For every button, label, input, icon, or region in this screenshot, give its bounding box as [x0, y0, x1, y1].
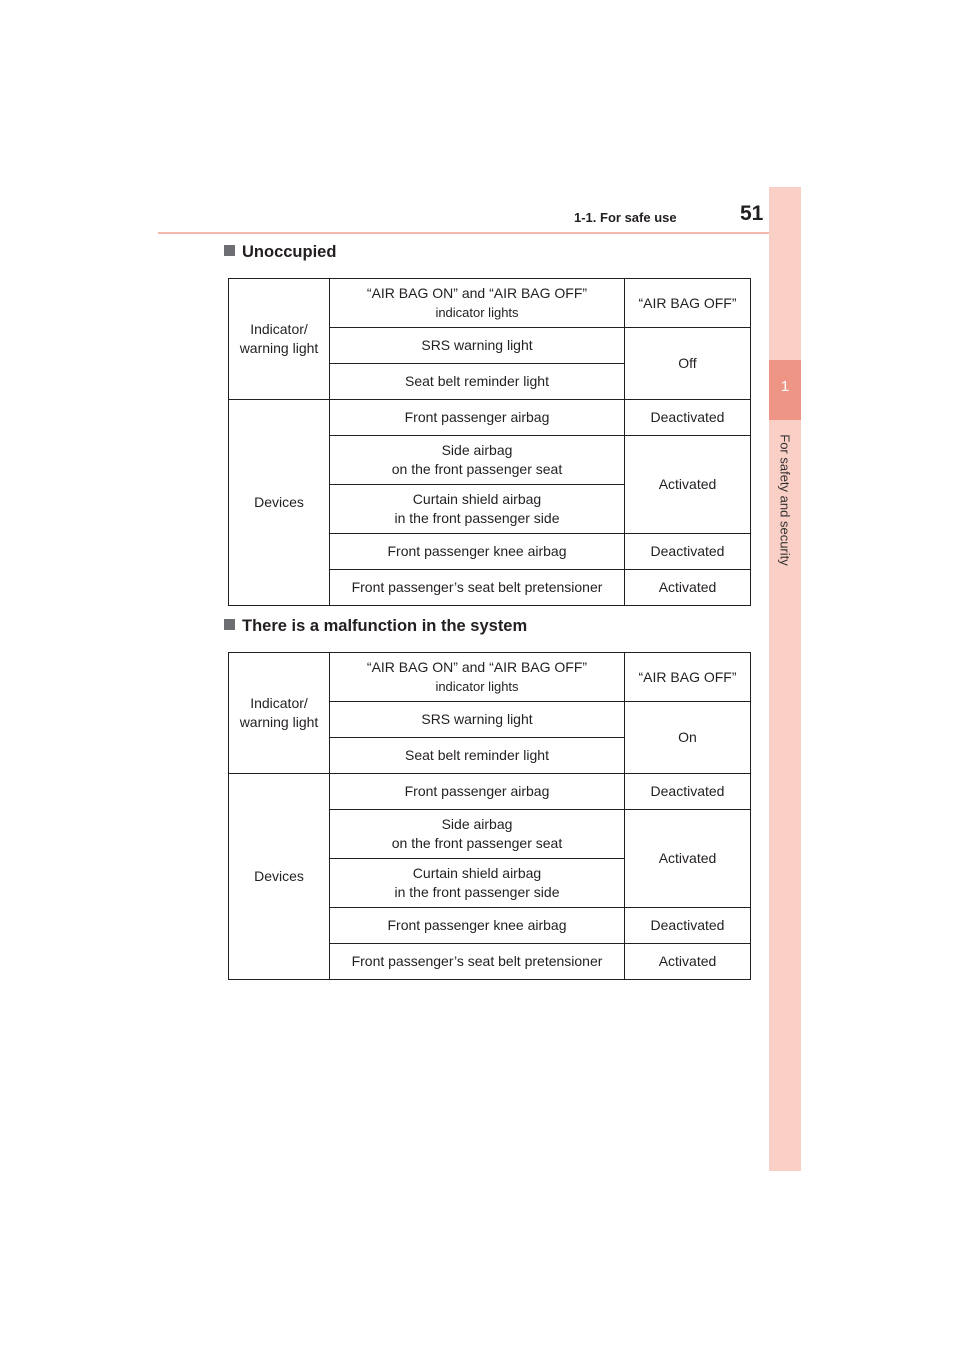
side-airbag-label: Side airbag on the front passenger seat [330, 810, 625, 859]
status-table-unoccupied [228, 278, 751, 606]
chapter-number: 1 [780, 378, 790, 395]
airbag-lights-value: “AIR BAG OFF” [625, 279, 751, 328]
airbag-lights-label: “AIR BAG ON” and “AIR BAG OFF” [366, 659, 588, 675]
running-header-section: 1-1. For safe use [574, 210, 677, 225]
chapter-title: For safety and security [777, 434, 793, 566]
devices-group-label: Devices [229, 400, 330, 606]
table-row [229, 279, 751, 328]
devices-group-label: Devices [229, 774, 330, 980]
section-heading-text: Unoccupied [242, 243, 337, 261]
knee-airbag-label: Front passenger knee airbag [330, 534, 625, 570]
table-row [229, 774, 751, 810]
airbag-lights-value: “AIR BAG OFF” [625, 653, 751, 702]
chapter-number-box [769, 360, 801, 420]
square-bullet-icon [224, 619, 235, 630]
srs-warning-label: SRS warning light [330, 702, 625, 738]
front-airbag-value: Deactivated [625, 400, 751, 436]
airbag-lights-label-cell [330, 653, 625, 702]
airbag-lights-label-cell [330, 279, 625, 328]
table-row [229, 653, 751, 702]
seatbelt-reminder-label: Seat belt reminder light [330, 738, 625, 774]
airbag-lights-sublabel: indicator lights [435, 679, 519, 694]
chapter-side-tab [769, 187, 801, 1171]
front-airbag-label: Front passenger airbag [330, 774, 625, 810]
header-rule [158, 232, 801, 234]
srs-seatbelt-value: On [625, 702, 751, 774]
section-heading-malfunction [224, 617, 527, 636]
front-airbag-value: Deactivated [625, 774, 751, 810]
knee-airbag-label: Front passenger knee airbag [330, 908, 625, 944]
side-curtain-value: Activated [625, 436, 751, 534]
pretensioner-label: Front passenger’s seat belt pretensioner [330, 944, 625, 980]
page-number: 51 [740, 202, 764, 225]
knee-airbag-value: Deactivated [625, 908, 751, 944]
table-row [229, 400, 751, 436]
curtain-airbag-label: Curtain shield airbag in the front passenger side [330, 485, 625, 534]
indicator-group-label: Indicator/ warning light [229, 653, 330, 774]
curtain-airbag-label: Curtain shield airbag in the front passenger side [330, 859, 625, 908]
indicator-group-label: Indicator/ warning light [229, 279, 330, 400]
knee-airbag-value: Deactivated [625, 534, 751, 570]
srs-warning-label: SRS warning light [330, 328, 625, 364]
srs-seatbelt-value: Off [625, 328, 751, 400]
square-bullet-icon [224, 245, 235, 256]
front-airbag-label: Front passenger airbag [330, 400, 625, 436]
side-curtain-value: Activated [625, 810, 751, 908]
airbag-lights-label: “AIR BAG ON” and “AIR BAG OFF” [366, 285, 588, 301]
airbag-lights-sublabel: indicator lights [435, 305, 519, 320]
section-heading-text: There is a malfunction in the system [242, 617, 528, 635]
seatbelt-reminder-label: Seat belt reminder light [330, 364, 625, 400]
pretensioner-value: Activated [625, 944, 751, 980]
status-table-malfunction [228, 652, 751, 980]
pretensioner-value: Activated [625, 570, 751, 606]
section-heading-unoccupied [224, 243, 336, 262]
pretensioner-label: Front passenger’s seat belt pretensioner [330, 570, 625, 606]
side-airbag-label: Side airbag on the front passenger seat [330, 436, 625, 485]
